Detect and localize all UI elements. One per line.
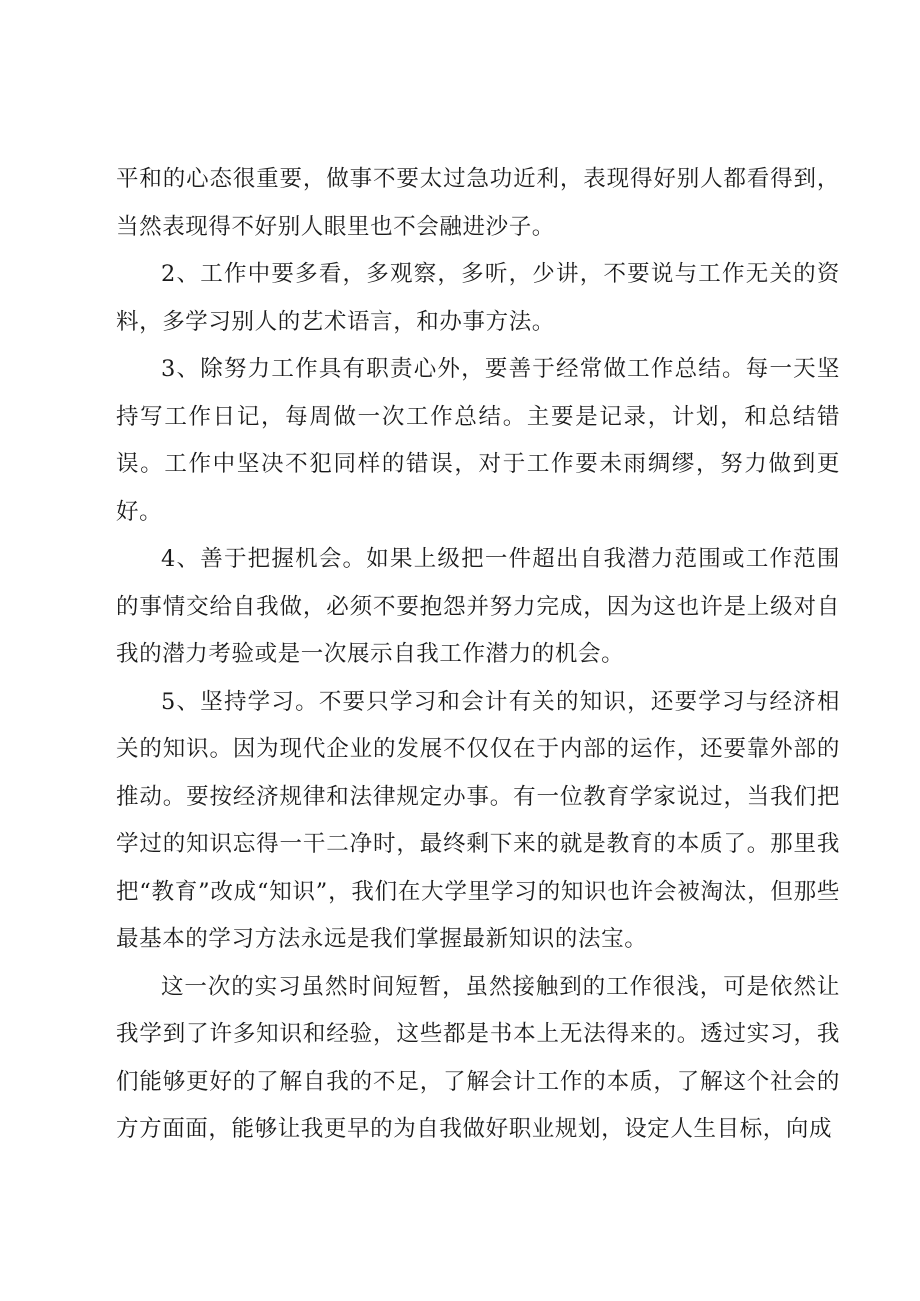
paragraph-summary: 这一次的实习虽然时间短暂，虽然接触到的工作很浅，可是依然让我学到了许多知识和经验，这些都是书本上无法得来的。透过实习，我们能够更好的了解自我的不足，了解会计工作的本质，了解这个社会的方方面面，能够让我更早的为自我做好职业规划，设定人生目标，向成 xyxy=(116,973,840,1142)
paragraph-item-2: 2、工作中要多看，多观察，多听，少讲，不要说与工作无关的资料，多学习别人的艺术语言，和办事方法。 xyxy=(116,261,840,335)
document-body xyxy=(116,156,840,1154)
paragraph-item-3: 3、除努力工作具有职责心外，要善于经常做工作总结。每一天坚持写工作日记，每周做一次工作总结。主要是记录，计划，和总结错误。工作中坚决不犯同样的错误，对于工作要未雨绸缪，努力做到更好。 xyxy=(116,356,840,525)
paragraph-item-5: 5、坚持学习。不要只学习和会计有关的知识，还要学习与经济相关的知识。因为现代企业的发展不仅仅在于内部的运作，还要靠外部的推动。要按经济规律和法律规定办事。有一位教育学家说过，当我们把学过的知识忘得一干二净时，最终剩下来的就是教育的本质了。那里我把“教育”改成“知识”，我们在大学里学习的知识也许会被淘汰，但那些最基本的学习方法永远是我们掌握最新知识的法宝。 xyxy=(116,688,840,952)
paragraph-item-4: 4、善于把握机会。如果上级把一件超出自我潜力范围或工作范围的事情交给自我做，必须不要抱怨并努力完成，因为这也许是上级对自我的潜力考验或是一次展示自我工作潜力的机会。 xyxy=(116,546,840,667)
paragraph-continuation: 平和的心态很重要，做事不要太过急功近利，表现得好别人都看得到，当然表现得不好别人眼里也不会融进沙子。 xyxy=(116,166,840,240)
